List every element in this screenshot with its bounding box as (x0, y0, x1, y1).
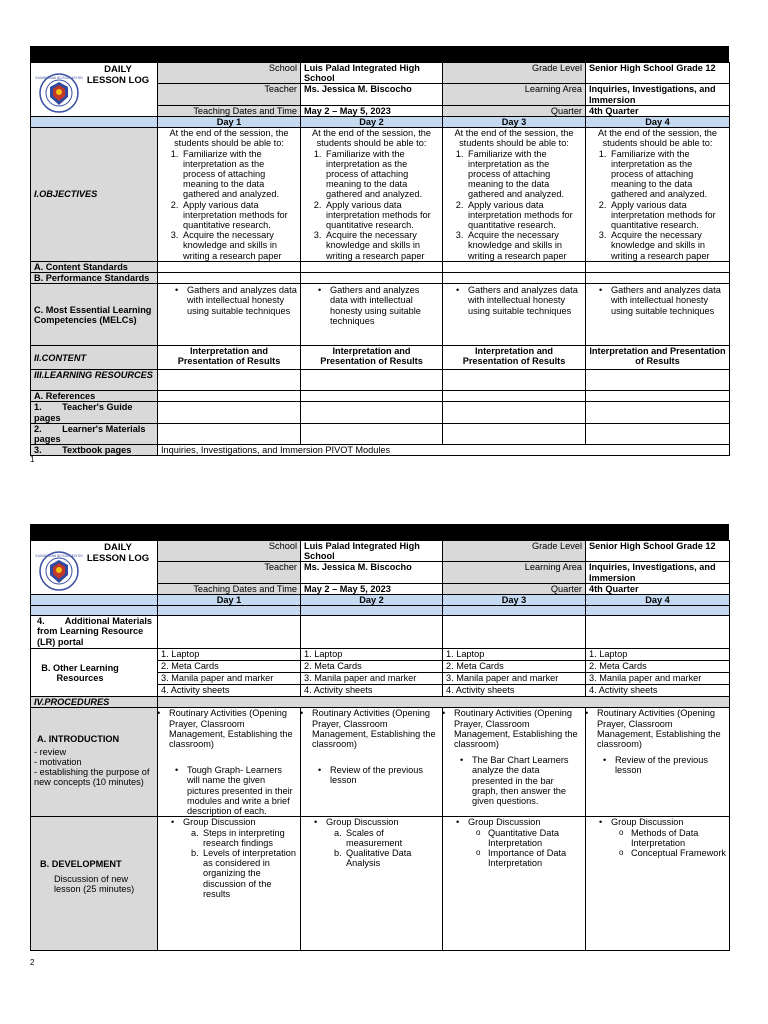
school-label: School (158, 63, 301, 84)
intro-activity-day-2: • Review of the previous lesson (304, 765, 439, 785)
textbook-pages-value: Inquiries, Investigations, and Immersion PIVOT Modules (158, 445, 730, 456)
objectives-list (161, 149, 297, 261)
objective-item: 3. Acquire the necessary knowledge and skills in writing a research paper (181, 230, 297, 261)
procedures-label: IV.PROCEDURES (31, 697, 158, 708)
quarter-label: Quarter (443, 105, 586, 116)
objective-item: 3. Acquire the necessary knowledge and skills in writing a research paper (324, 230, 439, 261)
day-header-empty (31, 117, 158, 128)
other-resources-text: B. Other Learning Resources (41, 662, 119, 683)
day-1-header: Day 1 (158, 595, 301, 606)
content-day-4: Interpretation and Presentation of Results (586, 346, 730, 370)
textbook-pages-text: 3. Textbook pages (34, 445, 132, 456)
logo-cell (31, 63, 158, 117)
day-2-header: Day 2 (301, 595, 443, 606)
material-item: 2. Meta Cards (586, 661, 729, 673)
material-item: 2. Meta Cards (158, 661, 300, 673)
routine-text: • Routinary Activities (Opening Prayer, Classroom Management, Establishing the classroom) (290, 708, 439, 749)
objectives-day-2 (301, 128, 443, 262)
textbook-pages-label (31, 445, 158, 456)
material-item: 1. Laptop (586, 649, 729, 661)
introduction-sub-2: - motivation (34, 756, 82, 767)
lesson-log-table-2 (30, 540, 730, 951)
intro-activity-day-3: • The Bar Chart Learners analyze the data presented in the bar graph, then answer the given questions. (446, 755, 582, 806)
objectives-day-3 (443, 128, 586, 262)
introduction-day-3 (443, 708, 586, 817)
melc-day-2 (301, 284, 443, 346)
objectives-intro: At the end of the session, the students should be able to: (169, 128, 289, 149)
additional-materials-label (31, 616, 158, 649)
materials-day-4 (586, 649, 730, 697)
additional-materials-text: 4. Additional Materials from Learning Resource (LR) portal (37, 616, 155, 647)
teachers-guide-text: 1. Teacher's Guide pages (34, 402, 136, 423)
objective-item: 1. Familiarize with the interpretation as the process of attaching meaning to the data gathered and analyzed. (324, 149, 439, 200)
objective-item: 1. Familiarize with the interpretation as the process of attaching meaning to the data gathered and analyzed. (609, 149, 726, 200)
content-day-3: Interpretation and Presentation of Results (443, 346, 586, 370)
materials-day-3 (443, 649, 586, 697)
material-item: 1. Laptop (301, 649, 442, 661)
day-1-header: Day 1 (158, 117, 301, 128)
teacher-label: Teacher (158, 84, 301, 105)
objectives-intro: At the end of the session, the students should be able to: (597, 128, 717, 149)
introduction-day-2 (301, 708, 443, 817)
learning-area-label: Learning Area (443, 84, 586, 105)
daily-lesson-log-title: DAILY LESSON LOG (86, 542, 150, 564)
learning-resources-label: III.LEARNING RESOURCES (31, 370, 158, 391)
development-sub: Discussion of new lesson (25 minutes) (54, 873, 135, 894)
learners-materials-label (31, 423, 158, 444)
quarter-label: Quarter (443, 583, 586, 594)
material-item: 4. Activity sheets (589, 685, 658, 696)
material-item: 1. Laptop (158, 649, 300, 661)
melc-day-1 (158, 284, 301, 346)
teaching-dates-value: May 2 – May 5, 2023 (301, 583, 443, 594)
material-item: 3. Manila paper and marker (443, 673, 585, 685)
grade-level-value: Senior High School Grade 12 (586, 541, 730, 562)
logo-cell (31, 541, 158, 595)
development-day-4 (586, 817, 730, 951)
day-header-empty (31, 595, 158, 606)
svg-text:KAGAWARAN NG EDUKASYON: KAGAWARAN NG EDUKASYON (35, 554, 83, 558)
objectives-day-4 (586, 128, 730, 262)
quarter-value: 4th Quarter (586, 105, 730, 116)
day-3-header: Day 3 (443, 595, 586, 606)
day-4-header: Day 4 (586, 595, 730, 606)
intro-activity-day-1: • Tough Graph- Learners will name the given pictures presented in their modules and write a brief description of each. (161, 765, 297, 816)
melcs-label (31, 284, 158, 346)
objective-item: 2. Apply various data interpretation methods for quantitative research. (181, 200, 297, 231)
introduction-label: A. INTRODUCTION (37, 734, 120, 745)
dev-item: o Quantitative Data Interpretation (446, 828, 582, 848)
introduction-day-1 (158, 708, 301, 817)
other-resources-label (31, 649, 158, 697)
objectives-day-1 (158, 128, 301, 262)
development-day-1 (158, 817, 301, 951)
teacher-value: Ms. Jessica M. Biscocho (301, 562, 443, 583)
objective-item: 2. Apply various data interpretation methods for quantitative research. (324, 200, 439, 231)
objectives-intro: At the end of the session, the students should be able to: (454, 128, 574, 149)
teaching-dates-label: Teaching Dates and Time (158, 583, 301, 594)
performance-standards-label: B. Performance Standards (31, 273, 158, 284)
objective-item: 1. Familiarize with the interpretation as the process of attaching meaning to the data gathered and analyzed. (181, 149, 297, 200)
objectives-list (589, 149, 726, 261)
melc-text: • Gathers and analyzes data with intellectual honesty using suitable techniques (161, 285, 297, 316)
teachers-guide-label (31, 402, 158, 423)
objective-item: 2. Apply various data interpretation methods for quantitative research. (466, 200, 582, 231)
routine-text: • Routinary Activities (Opening Prayer, Classroom Management, Establishing the classroom) (575, 708, 726, 749)
objective-item: 3. Acquire the necessary knowledge and skills in writing a research paper (466, 230, 582, 261)
grade-level-value: Senior High School Grade 12 (586, 63, 730, 84)
content-day-2: Interpretation and Presentation of Results (301, 346, 443, 370)
lesson-log-page-1 (30, 46, 729, 456)
objectives-label: I.OBJECTIVES (31, 128, 158, 262)
development-label-cell (31, 817, 158, 951)
melc-day-4 (586, 284, 730, 346)
development-day-2 (301, 817, 443, 951)
material-item: 2. Meta Cards (301, 661, 442, 673)
school-value: Luis Palad Integrated High School (301, 541, 443, 562)
quarter-value: 4th Quarter (586, 583, 730, 594)
intro-activity-day-4: • Review of the previous lesson (589, 755, 726, 775)
melc-text: • Gathers and analyzes data with intellectual honesty using suitable techniques (446, 285, 582, 316)
dev-item: o Importance of Data Interpretation (446, 848, 582, 868)
deped-seal-icon (35, 73, 83, 113)
material-item: 4. Activity sheets (161, 685, 230, 696)
day-4-header: Day 4 (586, 117, 730, 128)
melc-text: • Gathers and analyzes data with intellectual honesty using suitable techniques (304, 285, 439, 326)
page-number-2: 2 (30, 958, 35, 967)
teacher-label: Teacher (158, 562, 301, 583)
grade-level-label: Grade Level (443, 63, 586, 84)
lesson-log-table-1 (30, 62, 730, 456)
introduction-sub-1: - review (34, 746, 67, 757)
development-label: B. DEVELOPMENT (40, 859, 122, 870)
header-black-bar (30, 524, 729, 540)
content-standards-label: A. Content Standards (31, 261, 158, 272)
group-discussion-label: • Group Discussion (446, 817, 582, 827)
content-label: II.CONTENT (31, 346, 158, 370)
materials-day-2 (301, 649, 443, 697)
material-item: 3. Manila paper and marker (158, 673, 300, 685)
svg-text:KAGAWARAN NG EDUKASYON: KAGAWARAN NG EDUKASYON (35, 76, 83, 80)
material-item: 1. Laptop (443, 649, 585, 661)
materials-day-1 (158, 649, 301, 697)
material-item: 4. Activity sheets (446, 685, 515, 696)
group-discussion-label: • Group Discussion (161, 817, 297, 827)
material-item: 3. Manila paper and marker (301, 673, 442, 685)
learning-area-value: Inquiries, Investigations, and Immersion (586, 84, 730, 105)
routine-text: • Routinary Activities (Opening Prayer, Classroom Management, Establishing the classroom) (147, 708, 297, 749)
dev-item: b. Qualitative Data Analysis (334, 848, 412, 869)
introduction-label-cell (31, 708, 158, 817)
melcs-label-text: C. Most Essential Learning Competencies (MELCs) (34, 304, 152, 325)
dev-item: o Conceptual Framework (589, 848, 726, 858)
objectives-list (304, 149, 439, 261)
teaching-dates-label: Teaching Dates and Time (158, 105, 301, 116)
day-2-header: Day 2 (301, 117, 443, 128)
grade-level-label: Grade Level (443, 541, 586, 562)
header-black-bar (30, 46, 729, 62)
group-discussion-label: • Group Discussion (304, 817, 439, 827)
objective-item: 3. Acquire the necessary knowledge and skills in writing a research paper (609, 230, 726, 261)
objectives-list (446, 149, 582, 261)
dev-item: a. Steps in interpreting research findings (191, 827, 285, 848)
school-value: Luis Palad Integrated High School (301, 63, 443, 84)
day-3-header: Day 3 (443, 117, 586, 128)
content-day-1: Interpretation and Presentation of Results (158, 346, 301, 370)
lesson-log-page-2 (30, 524, 729, 951)
dev-item: a. Scales of measurement (334, 827, 403, 848)
melc-day-3 (443, 284, 586, 346)
material-item: 2. Meta Cards (443, 661, 585, 673)
introduction-sub-3: - establishing the purpose of new concepts (10 minutes) (34, 767, 150, 788)
dev-item: o Methods of Data Interpretation (589, 828, 726, 848)
references-label: A. References (31, 391, 158, 402)
development-day-3 (443, 817, 586, 951)
material-item: 3. Manila paper and marker (586, 673, 729, 685)
teacher-value: Ms. Jessica M. Biscocho (301, 84, 443, 105)
melc-text: • Gathers and analyzes data with intellectual honesty using suitable techniques (589, 285, 726, 316)
teaching-dates-value: May 2 – May 5, 2023 (301, 105, 443, 116)
dev-item: b. Levels of interpretation as considered in organizing the discussion of the results (191, 848, 296, 899)
routine-text: • Routinary Activities (Opening Prayer, Classroom Management, Establishing the classroom) (432, 708, 582, 749)
deped-seal-icon (35, 551, 83, 591)
school-label: School (158, 541, 301, 562)
learning-area-label: Learning Area (443, 562, 586, 583)
objective-item: 1. Familiarize with the interpretation as the process of attaching meaning to the data gathered and analyzed. (466, 149, 582, 200)
material-item: 4. Activity sheets (304, 685, 373, 696)
page-number-1: 1 (30, 455, 35, 464)
objective-item: 2. Apply various data interpretation methods for quantitative research. (609, 200, 726, 231)
introduction-day-4 (586, 708, 730, 817)
objectives-intro: At the end of the session, the students should be able to: (311, 128, 431, 149)
daily-lesson-log-title: DAILY LESSON LOG (86, 64, 150, 86)
learning-area-value: Inquiries, Investigations, and Immersion (586, 562, 730, 583)
group-discussion-label: • Group Discussion (589, 817, 726, 827)
learners-materials-text: 2. Learner's Materials pages (34, 423, 149, 445)
